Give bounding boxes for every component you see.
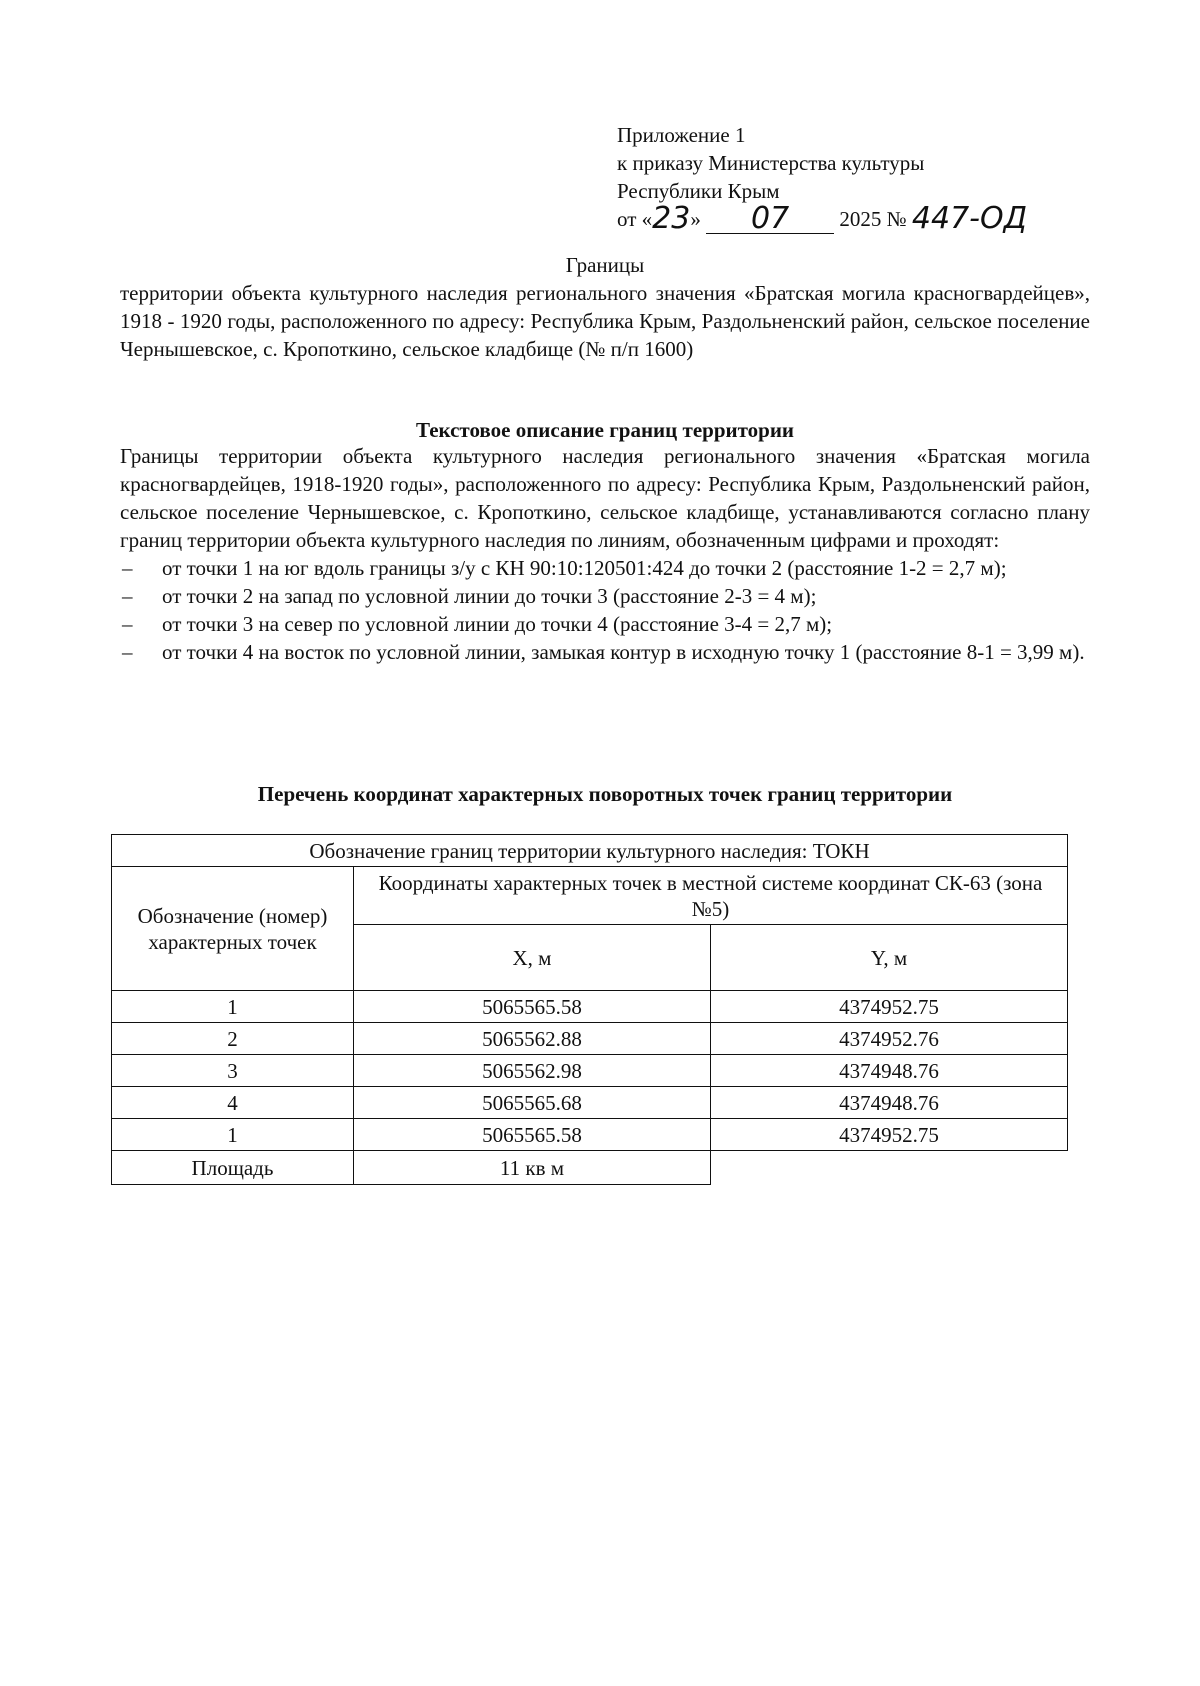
table-row — [112, 1023, 1068, 1055]
x-cell: 5065565.58 — [354, 991, 711, 1023]
appendix-line-3: Республики Крым — [617, 179, 780, 203]
table-row — [112, 991, 1068, 1023]
table-row — [112, 1087, 1068, 1119]
table-caption: Обозначение границ территории культурного наследия: ТОКН — [112, 835, 1068, 867]
table-row — [112, 1119, 1068, 1151]
table-row — [112, 1055, 1068, 1087]
point-cell: 1 — [112, 1119, 354, 1151]
title-heading: Границы — [565, 253, 645, 277]
coordinates-title: Перечень координат характерных поворотных точек границ территории — [257, 782, 953, 806]
x-cell: 5065562.98 — [354, 1055, 711, 1087]
title-body: территории объекта культурного наследия регионального значения «Братская могила красногвардейцев», 1918 - 1920 годы, расположенного по адресу: Республика Крым, Раздольненский район, сельское поселение Чернышевское, с. Кропоткино, сельское кладбище (№ п/п 1600) — [120, 281, 1090, 361]
date-prefix: от « — [617, 207, 653, 231]
y-cell: 4374948.76 — [711, 1055, 1068, 1087]
col-x-header: X, м — [354, 925, 711, 991]
appendix-date-line — [617, 201, 1028, 236]
date-year-prefix: 2025 № — [839, 207, 907, 231]
boundary-item: – от точки 1 на юг вдоль границы з/у с КН 90:10:120501:424 до точки 2 (расстояние 1-2 = 2,7 м); — [120, 554, 1090, 582]
col-point-header: Обозначение (номер) характерных точек — [112, 867, 354, 991]
order-number-handwritten: 447-ОД — [911, 201, 1028, 236]
col-y-header: Y, м — [711, 925, 1068, 991]
y-cell: 4374952.75 — [711, 1119, 1068, 1151]
boundary-item: – от точки 3 на север по условной линии до точки 4 (расстояние 3-4 = 2,7 м); — [120, 610, 1090, 638]
x-cell: 5065565.58 — [354, 1119, 711, 1151]
appendix-block — [617, 121, 1027, 234]
table-caption-row — [112, 835, 1068, 867]
area-value: 11 кв м — [354, 1151, 711, 1185]
table-header-row — [112, 867, 1068, 925]
date-month-handwritten: 07 — [751, 201, 790, 236]
boundary-item: – от точки 4 на восток по условной линии, замыкая контур в исходную точку 1 (расстояние 8-1 = 3,99 м). — [120, 638, 1090, 666]
point-cell: 4 — [112, 1087, 354, 1119]
y-cell: 4374952.75 — [711, 991, 1068, 1023]
description-intro: Границы территории объекта культурного наследия регионального значения «Братская могила красногвардейцев, 1918-1920 годы», расположенного по адресу: Республика Крым, Раздольненский район, сельское поселение Чернышевское, с. Кропоткино, сельское кладбище, устанавливаются согласно плану границ территории объекта культурного наследия по линиям, обозначенным цифрами и проходят: — [120, 444, 1090, 552]
point-cell: 3 — [112, 1055, 354, 1087]
boundary-item: – от точки 2 на запад по условной линии до точки 3 (расстояние 2-3 = 4 м); — [120, 582, 1090, 610]
appendix-line-1: Приложение 1 — [617, 123, 746, 147]
area-label: Площадь — [112, 1151, 354, 1185]
document-title — [120, 251, 1090, 363]
y-cell: 4374948.76 — [711, 1087, 1068, 1119]
boundary-list — [120, 554, 1090, 666]
description-title: Текстовое описание границ территории — [415, 418, 795, 442]
coordinates-table — [111, 834, 1068, 1185]
date-day-handwritten: 23 — [652, 201, 691, 236]
area-empty-cell — [711, 1151, 1068, 1185]
date-month-blank — [706, 201, 834, 236]
x-cell: 5065562.88 — [354, 1023, 711, 1055]
appendix-line-2: к приказу Министерства культуры — [617, 151, 925, 175]
description-text — [120, 442, 1090, 666]
col-coords-header: Координаты характерных точек в местной системе координат СК-63 (зона №5) — [354, 867, 1068, 925]
date-quote-close: » — [690, 207, 701, 231]
point-cell: 2 — [112, 1023, 354, 1055]
y-cell: 4374952.76 — [711, 1023, 1068, 1055]
area-row — [112, 1151, 1068, 1185]
point-cell: 1 — [112, 991, 354, 1023]
x-cell: 5065565.68 — [354, 1087, 711, 1119]
